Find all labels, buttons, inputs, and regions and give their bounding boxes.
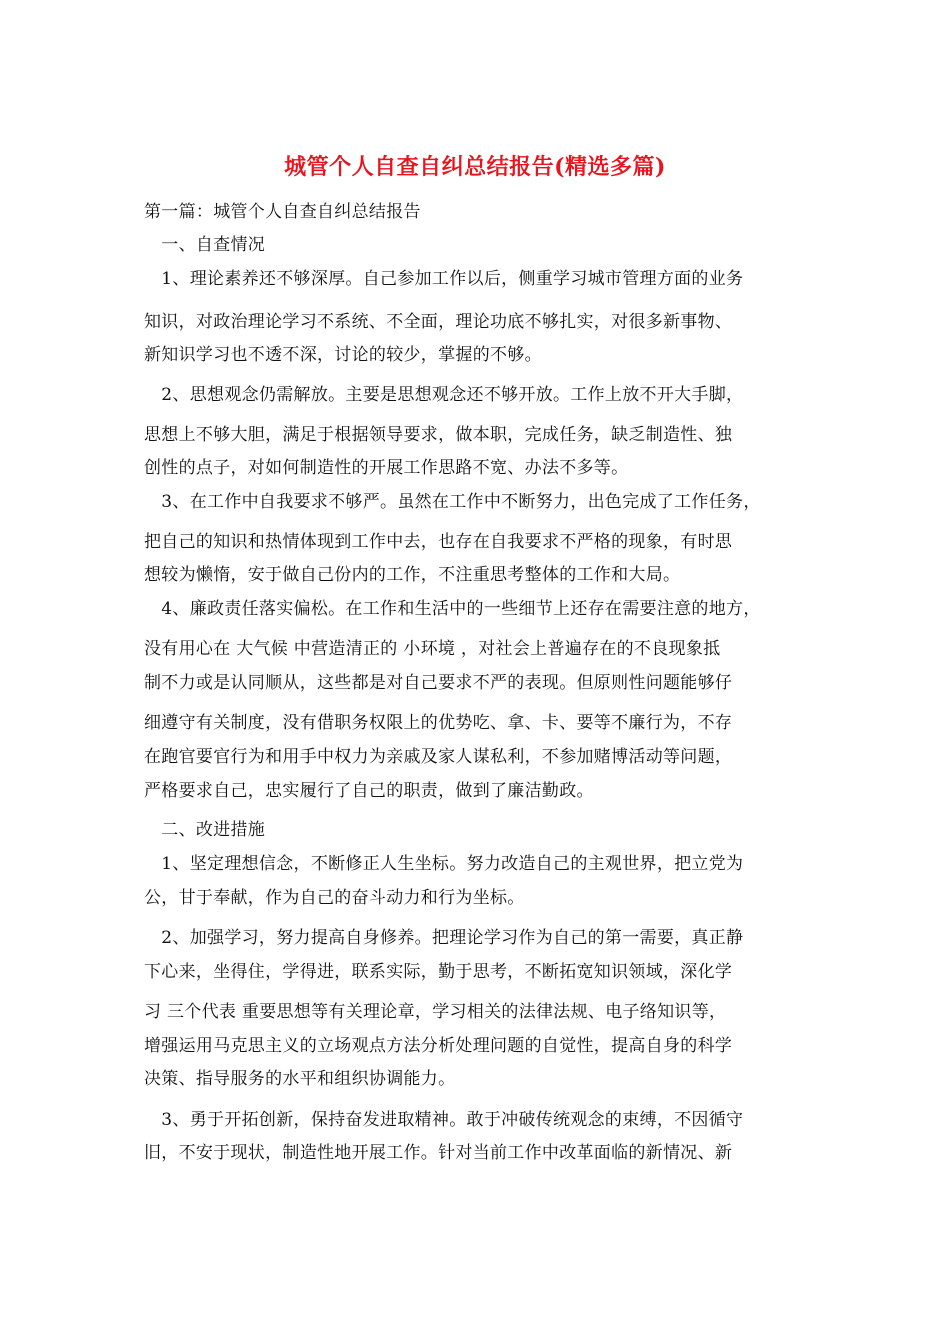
body-line: 旧，不安于现状，制造性地开展工作。针对当前工作中改革面临的新情况、新 — [144, 1143, 733, 1163]
body-line: 知识，对政治理论学习不系统、不全面，理论功底不够扎实，对很多新事物、 — [144, 312, 733, 332]
body-line: 1、理论素养还不够深厚。自己参加工作以后，侧重学习城市管理方面的业务 — [144, 269, 744, 289]
body-line: 第一篇：城管个人自查自纠总结报告 — [144, 202, 421, 222]
body-line: 习 三个代表 重要思想等有关理论章，学习相关的法律法规、电子络知识等， — [144, 1002, 727, 1022]
body-line: 思想上不够大胆，满足于根据领导要求，做本职，完成任务，缺乏制造性、独 — [144, 425, 733, 445]
body-line: 4、廉政责任落实偏松。在工作和生活中的一些细节上还存在需要注意的地方， — [144, 599, 761, 619]
body-line: 下心来，坐得住，学得进，联系实际，勤于思考，不断拓宽知识领域，深化学 — [144, 962, 733, 982]
body-line: 增强运用马克思主义的立场观点方法分析处理问题的自觉性，提高自身的科学 — [144, 1036, 733, 1056]
body-line: 没有用心在 大气候 中营造清正的 小环境 ，对社会上普遍存在的不良现象抵 — [144, 639, 721, 659]
body-line: 把自己的知识和热情体现到工作中去，也存在自我要求不严格的现象，有时思 — [144, 532, 733, 552]
body-line: 新知识学习也不透不深，讨论的较少，掌握的不够。 — [144, 345, 542, 365]
body-line: 一、自查情况 — [144, 235, 266, 255]
body-line: 1、坚定理想信念，不断修正人生坐标。努力改造自己的主观世界，把立党为 — [144, 854, 744, 874]
body-line: 3、勇于开拓创新，保持奋发进取精神。敢于冲破传统观念的束缚，不因循守 — [144, 1110, 744, 1130]
body-line: 2、加强学习，努力提高自身修养。把理论学习作为自己的第一需要，真正静 — [144, 928, 744, 948]
body-line: 二、改进措施 — [144, 820, 266, 840]
body-line: 3、在工作中自我要求不够严。虽然在工作中不断努力，出色完成了工作任务， — [144, 492, 761, 512]
document-title: 城管个人自查自纠总结报告(精选多篇) — [284, 154, 666, 180]
body-line: 细遵守有关制度，没有借职务权限上的优势吃、拿、卡、要等不廉行为，不存 — [144, 713, 733, 733]
body-line: 在跑官要官行为和用手中权力为亲戚及家人谋私利，不参加赌博活动等问题， — [144, 747, 733, 767]
body-line: 创性的点子，对如何制造性的开展工作思路不宽、办法不多等。 — [144, 458, 629, 478]
body-line: 2、思想观念仍需解放。主要是思想观念还不够开放。工作上放不开大手脚， — [144, 385, 744, 405]
body-line: 想较为懒惰，安于做自己份内的工作，不注重思考整体的工作和大局。 — [144, 565, 681, 585]
body-line: 制不力或是认同顺从，这些都是对自己要求不严的表现。但原则性问题能够仔 — [144, 673, 733, 693]
body-line: 严格要求自己，忠实履行了自己的职责，做到了廉洁勤政。 — [144, 781, 594, 801]
body-line: 公，甘于奉献，作为自己的奋斗动力和行为坐标。 — [144, 888, 525, 908]
body-line: 决策、指导服务的水平和组织协调能力。 — [144, 1069, 456, 1089]
